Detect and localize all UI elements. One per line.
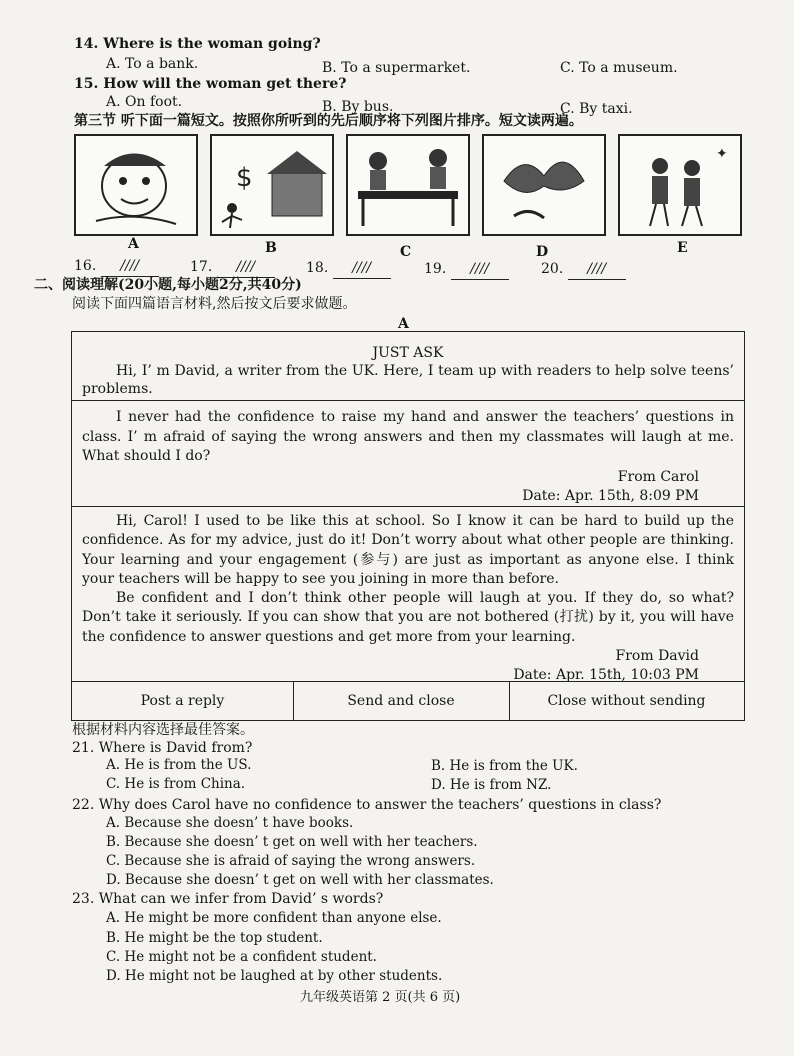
picture-e xyxy=(618,134,742,236)
close-without-sending-button[interactable]: Close without sending xyxy=(547,693,706,709)
answer-blank-20[interactable] xyxy=(541,261,626,280)
send-and-close-button[interactable]: Send and close xyxy=(347,693,455,709)
carol-from: From Carol xyxy=(617,469,699,485)
forum-box xyxy=(71,331,745,721)
q21-option-b[interactable]: B. He is from the UK. xyxy=(431,758,578,774)
carol-date: Date: Apr. 15th, 8:09 PM xyxy=(522,488,699,504)
divider xyxy=(72,681,744,682)
birds-icon xyxy=(484,136,604,234)
blank-number: 18. xyxy=(306,260,329,276)
picture-label-c: C xyxy=(400,244,412,260)
boy-face-icon xyxy=(76,136,196,234)
friends-icon xyxy=(620,136,740,234)
blank-mark: //// xyxy=(451,261,509,280)
picture-label-a: A xyxy=(128,236,139,252)
q14-option-b[interactable]: B. To a supermarket. xyxy=(322,60,471,76)
q22-option-b[interactable]: B. Because she doesn’ t get on well with her teachers. xyxy=(106,834,478,850)
blank-mark: //// xyxy=(217,259,275,278)
blank-number: 17. xyxy=(190,259,213,275)
q22-option-d[interactable]: D. Because she doesn’ t get on well with her classmates. xyxy=(106,872,494,888)
picture-d xyxy=(482,134,606,236)
q21-option-d[interactable]: D. He is from NZ. xyxy=(431,777,552,793)
picture-label-d: D xyxy=(536,244,549,260)
david-from: From David xyxy=(615,648,699,664)
q15-option-a[interactable]: A. On foot. xyxy=(106,94,183,110)
david-reply-paragraph-1: Hi, Carol! I used to be like this at school. So I know it can be hard to build up the confidence. As for my advice, just do it! Don’t worry about what other people are thinking. Your learning and your engagement (参与) are just as important as anyone else. I think your teachers will be happy to see you joining in more than before. xyxy=(82,513,734,587)
q22-question: 22. Why does Carol have no confidence to answer the teachers’ questions in class? xyxy=(72,797,662,813)
answer-blank-18[interactable] xyxy=(306,260,391,279)
forum-intro: Hi, I’ m David, a writer from the UK. Here, I team up with readers to help solve teens’ problems. xyxy=(82,363,734,397)
picture-b xyxy=(210,134,334,236)
part2-title: 二、阅读理解(20小题,每小题2分,共40分) xyxy=(34,277,302,293)
answer-blank-17[interactable] xyxy=(190,259,275,278)
table-tennis-icon xyxy=(348,136,468,234)
q23-option-c[interactable]: C. He might not be a confident student. xyxy=(106,949,377,965)
page-footer: 九年级英语第 2 页(共 6 页) xyxy=(300,990,461,1005)
post-reply-button[interactable]: Post a reply xyxy=(140,693,225,709)
q15-option-c[interactable]: C. By taxi. xyxy=(560,101,633,117)
q22-option-a[interactable]: A. Because she doesn’ t have books. xyxy=(106,815,354,831)
q15-question: 15. How will the woman get there? xyxy=(74,76,347,92)
q22-option-c[interactable]: C. Because she is afraid of saying the wrong answers. xyxy=(106,853,476,869)
blank-number: 20. xyxy=(541,261,564,277)
q14-question: 14. Where is the woman going? xyxy=(74,36,321,52)
q23-option-d[interactable]: D. He might not be laughed at by other students. xyxy=(106,968,443,984)
picture-label-b: B xyxy=(265,240,277,256)
blank-number: 19. xyxy=(424,261,447,277)
instruction-choose-best-answer: 根据材料内容选择最佳答案。 xyxy=(72,722,254,738)
david-date: Date: Apr. 15th, 10:03 PM xyxy=(513,667,699,683)
blank-mark: //// xyxy=(101,258,159,277)
david-reply-paragraph-2: Be confident and I don’t think other people will laugh at you. If they do, so what? Don’t take it seriously. If you can show that you are not bothered (打扰) by it, you will have the confidence to answer questions and get more from your learning. xyxy=(82,590,734,645)
divider xyxy=(72,400,744,401)
q14-option-c[interactable]: C. To a museum. xyxy=(560,60,678,76)
q15-option-b[interactable]: B. By bus. xyxy=(322,99,394,115)
blank-mark: //// xyxy=(333,260,391,279)
section3-heading: 第三节 听下面一篇短文。按照你所听到的先后顺序将下列图片排序。短文读两遍。 xyxy=(74,113,583,129)
picture-label-e: E xyxy=(677,240,688,256)
q21-question: 21. Where is David from? xyxy=(72,740,253,756)
divider xyxy=(72,506,744,507)
money-house-icon xyxy=(212,136,332,234)
svg-text:✦: ✦ xyxy=(716,146,728,162)
q14-option-a[interactable]: A. To a bank. xyxy=(106,56,199,72)
picture-a xyxy=(74,134,198,236)
q21-option-c[interactable]: C. He is from China. xyxy=(106,776,246,792)
passage-label: A xyxy=(398,316,409,332)
q23-option-b[interactable]: B. He might be the top student. xyxy=(106,930,323,946)
carol-question: I never had the confidence to raise my hand and answer the teachers’ questions in class. I’ m afraid of saying the wrong answers and then my classmates will laugh at me. What should I do? xyxy=(82,409,734,465)
forum-title: JUST ASK xyxy=(372,345,444,361)
q23-question: 23. What can we infer from David’ s words? xyxy=(72,891,384,907)
answer-blank-19[interactable] xyxy=(424,261,509,280)
q21-option-a[interactable]: A. He is from the US. xyxy=(106,757,252,773)
picture-c xyxy=(346,134,470,236)
answer-blank-16[interactable] xyxy=(74,258,159,277)
q23-option-a[interactable]: A. He might be more confident than anyone else. xyxy=(106,910,442,926)
part2-instruction: 阅读下面四篇语言材料,然后按文后要求做题。 xyxy=(72,296,357,312)
blank-mark: //// xyxy=(568,261,626,280)
svg-text:$: $ xyxy=(236,163,253,193)
blank-number: 16. xyxy=(74,258,97,274)
